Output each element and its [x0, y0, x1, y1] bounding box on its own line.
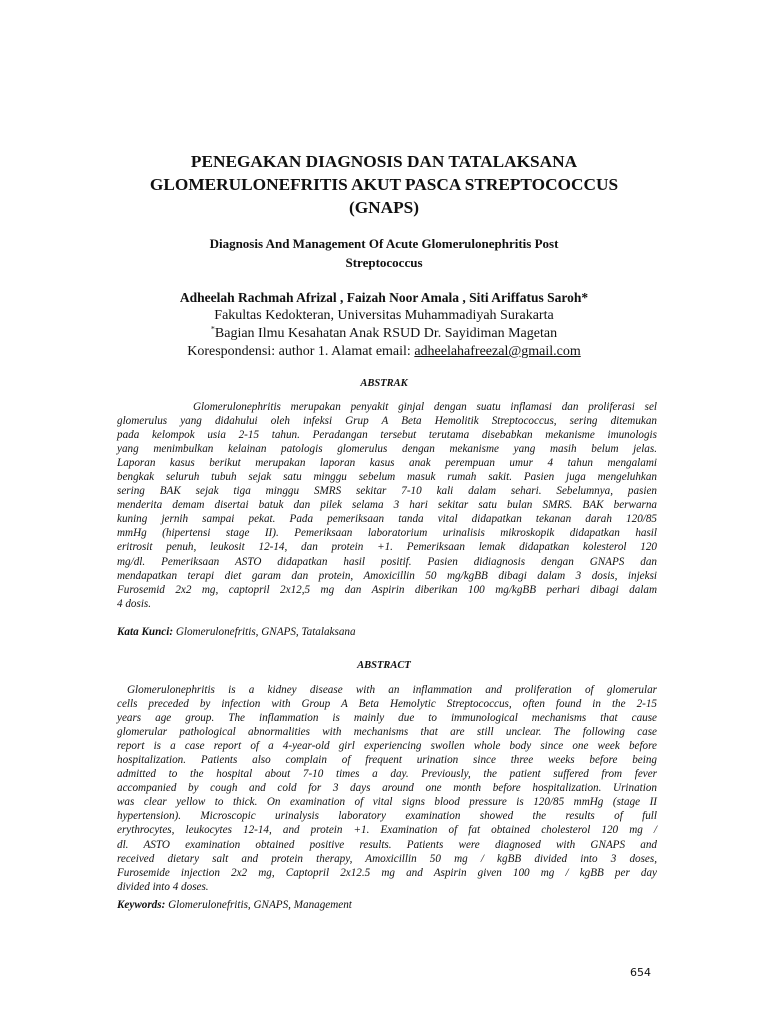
abstrak-line: glomerulus yang didahului oleh infeksi Grup A Beta Hemolitik Streptococcus, sering ditemukan [117, 415, 657, 428]
abstrak-line: kuning jernih sampai pekat. Pada pemeriksaan tanda vital didapatkan tekanan darah 120/85 [117, 513, 657, 526]
abstrak-line: mg/dl. Pemeriksaan ASTO didapatkan hasil positif. Pasien didiagnosis dengan GNAPS dan [117, 555, 657, 568]
abstrak-line: yang menimbulkan kelainan patologis glomerulus dengan mekanisme yang masih belum jelas. [117, 443, 657, 456]
abstrak-line: mmHg (hipertensi stage II). Pemeriksaan laboratorium urinalisis mikroskopik didapatkan hasil [117, 527, 657, 540]
abstract-line: admitted to the hospital about 7-10 times a day. Previously, the patient suffered from fever [117, 768, 657, 781]
correspondence-label: Korespondensi: author 1. Alamat email: [187, 344, 411, 359]
abstrak-line: sering BAK sejak tiga minggu SMRS sekitar 7-10 kali dalam sehari. Sebelumnya, pasien [117, 485, 657, 498]
english-title-line-1: Diagnosis And Management Of Acute Glomerulonephritis Post [209, 236, 559, 251]
english-title [150, 234, 618, 272]
page-number: 654 [630, 966, 651, 979]
keywords-label: Keywords: [117, 899, 166, 911]
abstrak-line: Laporan kasus berikut merupakan laporan kasus anak perempuan umur 4 tahun mengalami [117, 457, 657, 470]
keywords-text: Glomerulonefritis, GNAPS, Management [168, 899, 352, 911]
kata-kunci [117, 625, 657, 639]
abstract-line: divided into 4 doses. [117, 880, 209, 893]
abstrak-line: Furosemid 2x2 mg, captopril 2x12,5 mg dan Aspirin diberikan 100 mg/kgBB perhari dibagi dalam [117, 583, 657, 596]
abstract-line: glomerular pathological abnormalities with mechanisms that are still unclear. The following case [117, 726, 657, 739]
abstrak-line: bengkak seluruh tubuh sejak satu minggu sebelum masuk rumah sakit. Pasien juga mengeluhkan [117, 471, 657, 484]
correspondence [90, 343, 678, 361]
abstrak-line: mendapatkan terapi diet garam dan protein, Amoxicillin 50 mg/kgBB dibagi dalam 3 dosis, injeksi [117, 569, 657, 582]
abstract-line: dl. ASTO examination obtained positive results. Patients were diagnosed with GNAPS and [117, 838, 657, 851]
abstract-line: Glomerulonephritis is a kidney disease with an inflammation and proliferation of glomerular [127, 684, 657, 696]
abstract-line: was clear yellow to thick. On examination of vital signs blood pressure is 120/85 mmHg (stage II [117, 796, 657, 809]
abstract-line: cells preceded by infection with Group A Beta Hemolytic Streptococcus, often found in the 2-15 [117, 698, 657, 711]
author-block [90, 289, 678, 361]
abstract-line: accompanied by cough and cold for 3 days around one month before hospitalization. Urination [117, 782, 657, 795]
abstrak-heading: ABSTRAK [360, 378, 408, 389]
affiliation-2 [90, 325, 678, 343]
abstract-line: years age group. The inflammation is mainly due to immunological mechanisms that cause [117, 712, 657, 725]
abstract-heading: ABSTRACT [357, 660, 411, 671]
abstrak-paragraph [117, 400, 657, 611]
abstract-line: erythrocytes, leukocytes 12-14, and protein +1. Examination of fat obtained cholesterol 120 mg / [117, 824, 657, 837]
title-line-1: PENEGAKAN DIAGNOSIS DAN TATALAKSANA [190, 152, 578, 171]
english-title-line-2: Streptococcus [345, 255, 423, 270]
abstract-line: report is a case report of a 4-year-old girl experiencing swollen whole body since one week before [117, 740, 657, 753]
kata-kunci-text: Glomerulonefritis, GNAPS, Tatalaksana [175, 626, 356, 638]
abstract-line: received dietary salt and protein therapy, Amoxicillin 50 mg / kgBB divided into 3 doses, [117, 852, 657, 865]
abstract-line: hospitalization. Patients also complain of frequent urination since three weeks before being [117, 754, 657, 767]
abstract-paragraph [117, 683, 657, 894]
paper-title [110, 150, 658, 219]
affiliation-2-text: Bagian Ilmu Kesahatan Anak RSUD Dr. Sayidiman Magetan [214, 326, 558, 341]
abstrak-line: pada kelompok usia 2-15 tahun. Peradangan tersebut terutama disebabkan mekanisme imunologis [117, 429, 657, 442]
kata-kunci-label: Kata Kunci: [117, 626, 174, 638]
title-line-2: GLOMERULONEFRITIS AKUT PASCA STREPTOCOCCUS [149, 175, 619, 194]
abstract-line: Furosemide injection 2x2 mg, Captopril 2x12.5 mg and Aspirin given 100 mg / kgBB per day [117, 866, 657, 879]
affiliation-marker: * [210, 324, 215, 334]
email-link[interactable]: adheelahafreezal@gmail.com [414, 344, 581, 359]
keywords [117, 898, 657, 912]
title-line-3: (GNAPS) [348, 198, 420, 217]
abstrak-line: menderita demam disertai batuk dan pilek selama 3 hari sekitar satu bulan SMRS. BAK berwarna [117, 499, 657, 512]
affiliation-1: Fakultas Kedokteran, Universitas Muhammadiyah Surakarta [214, 308, 554, 323]
abstrak-line: Glomerulonephritis merupakan penyakit ginjal dengan suatu inflamasi dan proliferasi sel [193, 401, 657, 413]
author-names: Adheelah Rachmah Afrizal , Faizah Noor Amala , Siti Ariffatus Saroh* [179, 290, 589, 305]
abstract-line: hypertension). Microscopic urinalysis laboratory examination showed the results of full [117, 810, 657, 823]
abstrak-line: 4 dosis. [117, 597, 152, 610]
abstrak-line: eritrosit penuh, leukosit 12-14, dan protein +1. Pemeriksaan lemak didapatkan kolesterol 120 [117, 541, 657, 554]
